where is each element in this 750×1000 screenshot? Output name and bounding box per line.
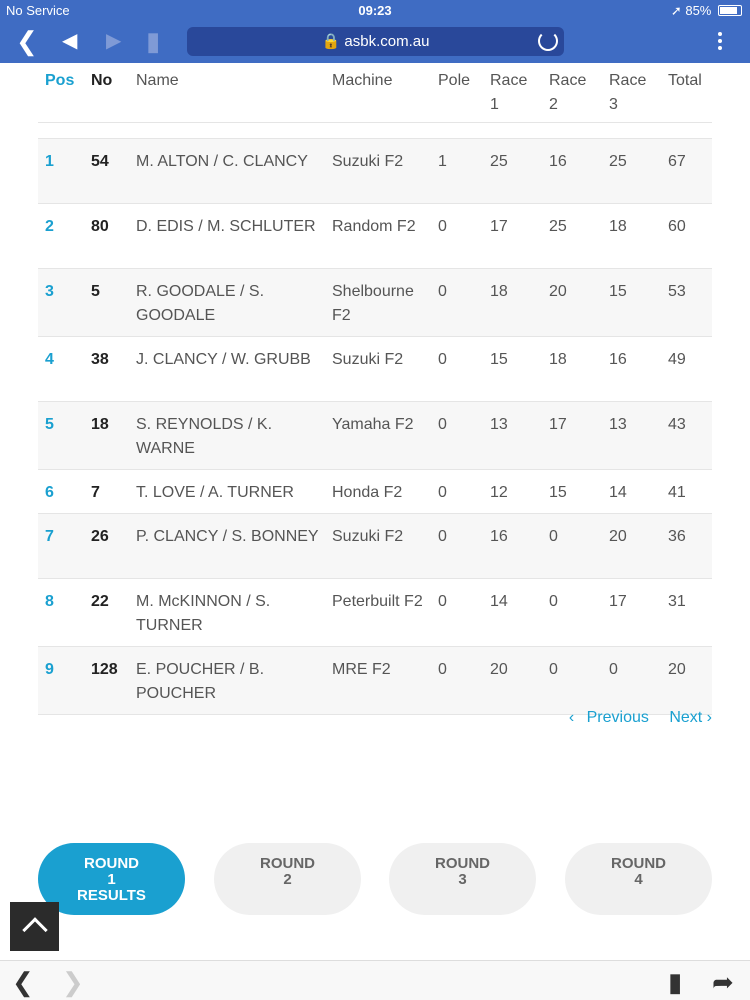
cell-total: 49 [664, 336, 712, 401]
cell-pos: 3 [38, 268, 87, 336]
header-no: No [91, 72, 113, 89]
forward-icon[interactable]: ❯ [62, 967, 84, 997]
table-row [38, 578, 712, 646]
back-icon[interactable]: ❮ [12, 967, 34, 997]
history-forward-icon[interactable]: ▶ [106, 30, 122, 52]
cell-pole: 0 [434, 646, 486, 714]
cell-r1: 18 [486, 268, 545, 336]
cell-no: 18 [87, 401, 132, 469]
cell-r2: 0 [545, 578, 605, 646]
header-race3: Race 3 [609, 72, 647, 113]
scroll-to-top-button[interactable] [10, 902, 59, 951]
previous-link[interactable]: ‹ Previous [568, 709, 649, 726]
cell-total: 60 [664, 203, 712, 268]
cell-pos: 7 [38, 513, 87, 578]
battery-indicator [671, 3, 742, 19]
table-row [38, 401, 712, 469]
cell-total: 43 [664, 401, 712, 469]
cell-machine: Suzuki F2 [328, 513, 434, 578]
cell-r3: 16 [605, 336, 664, 401]
next-link[interactable]: Next › [669, 709, 712, 726]
cell-name: P. CLANCY / S. BONNEY [132, 513, 328, 578]
cell-total: 36 [664, 513, 712, 578]
cell-r1: 13 [486, 401, 545, 469]
cell-total: 20 [664, 646, 712, 714]
cell-pole: 0 [434, 578, 486, 646]
cell-pole: 1 [434, 138, 486, 203]
status-bar [0, 0, 750, 20]
cell-pos: 9 [38, 646, 87, 714]
cell-r2: 20 [545, 268, 605, 336]
cell-machine: Honda F2 [328, 469, 434, 513]
table-header [38, 64, 712, 122]
cell-r1: 25 [486, 138, 545, 203]
header-race2: Race 2 [549, 72, 587, 113]
clock: 09:23 [358, 3, 392, 18]
table-row [38, 138, 712, 203]
cell-name: S. REYNOLDS / K. WARNE [132, 401, 328, 469]
address-bar[interactable] [187, 27, 564, 56]
reload-icon[interactable] [538, 31, 558, 51]
header-race1: Race 1 [490, 72, 528, 113]
round-4-button[interactable]: ROUND 4 [565, 843, 712, 915]
browser-toolbar [0, 20, 750, 63]
cell-no: 7 [87, 469, 132, 513]
cell-no: 5 [87, 268, 132, 336]
cell-r3: 0 [605, 646, 664, 714]
header-machine: Machine [332, 72, 393, 89]
cell-r1: 20 [486, 646, 545, 714]
menu-icon[interactable] [718, 32, 722, 53]
cell-name: E. POUCHER / B. POUCHER [132, 646, 328, 714]
bookmarks-icon[interactable]: ▮ [668, 967, 683, 997]
cell-no: 80 [87, 203, 132, 268]
cell-r1: 14 [486, 578, 545, 646]
round-2-button[interactable]: ROUND 2 [214, 843, 361, 915]
cell-name: M. ALTON / C. CLANCY [132, 138, 328, 203]
table-row [38, 336, 712, 401]
cell-r3: 17 [605, 578, 664, 646]
cell-r2: 16 [545, 138, 605, 203]
cell-no: 22 [87, 578, 132, 646]
cell-pos: 4 [38, 336, 87, 401]
cell-r1: 15 [486, 336, 545, 401]
cell-total: 67 [664, 138, 712, 203]
bookmark-icon[interactable]: ▮ [146, 26, 161, 56]
cell-no: 38 [87, 336, 132, 401]
cell-no: 128 [87, 646, 132, 714]
cell-total: 53 [664, 268, 712, 336]
cell-r3: 25 [605, 138, 664, 203]
round-selector [38, 843, 712, 915]
round-1-results-button[interactable]: ROUND 1 RESULTS [38, 843, 185, 915]
cell-pole: 0 [434, 268, 486, 336]
cell-no: 54 [87, 138, 132, 203]
cell-pole: 0 [434, 336, 486, 401]
table-row [38, 513, 712, 578]
cell-pos: 2 [38, 203, 87, 268]
cell-name: D. EDIS / M. SCHLUTER [132, 203, 328, 268]
history-back-icon[interactable]: ◀ [62, 30, 78, 52]
cell-machine: Peterbuilt F2 [328, 578, 434, 646]
cell-r3: 15 [605, 268, 664, 336]
results-table [38, 64, 712, 715]
cell-pole: 0 [434, 203, 486, 268]
table-row [38, 203, 712, 268]
cell-r3: 20 [605, 513, 664, 578]
cell-machine: Shelbourne F2 [328, 268, 434, 336]
cell-total: 31 [664, 578, 712, 646]
cell-r2: 0 [545, 513, 605, 578]
table-spacer [38, 122, 712, 138]
cell-r1: 17 [486, 203, 545, 268]
cell-machine: Suzuki F2 [328, 336, 434, 401]
table-row [38, 646, 712, 714]
pagination [561, 709, 712, 727]
header-pos: Pos [45, 72, 75, 89]
cell-name: J. CLANCY / W. GRUBB [132, 336, 328, 401]
cell-r1: 12 [486, 469, 545, 513]
share-icon[interactable]: ➦ [712, 967, 734, 997]
cell-pos: 5 [38, 401, 87, 469]
cell-pole: 0 [434, 469, 486, 513]
cell-pos: 1 [38, 138, 87, 203]
browser-bottom-bar [0, 960, 750, 1000]
header-pole: Pole [438, 72, 471, 89]
cell-r2: 17 [545, 401, 605, 469]
header-total: Total [668, 72, 702, 89]
url-text: asbk.com.au [344, 33, 430, 50]
cell-name: T. LOVE / A. TURNER [132, 469, 328, 513]
carrier-label: No Service [6, 3, 70, 18]
lock-icon: 🔒 [321, 33, 341, 50]
table-row [38, 469, 712, 513]
cell-no: 26 [87, 513, 132, 578]
header-name: Name [136, 72, 179, 89]
location-icon: ➚ [670, 3, 682, 18]
cell-total: 41 [664, 469, 712, 513]
cell-name: R. GOODALE / S. GOODALE [132, 268, 328, 336]
back-icon[interactable]: ❮ [16, 26, 38, 56]
battery-icon [718, 5, 742, 16]
cell-r3: 14 [605, 469, 664, 513]
round-3-button[interactable]: ROUND 3 [389, 843, 536, 915]
cell-machine: Random F2 [328, 203, 434, 268]
battery-percent: 85% [685, 3, 712, 18]
cell-r2: 25 [545, 203, 605, 268]
cell-pos: 8 [38, 578, 87, 646]
cell-machine: Yamaha F2 [328, 401, 434, 469]
cell-machine: Suzuki F2 [328, 138, 434, 203]
cell-r3: 13 [605, 401, 664, 469]
cell-r2: 0 [545, 646, 605, 714]
cell-r2: 18 [545, 336, 605, 401]
cell-r3: 18 [605, 203, 664, 268]
cell-r2: 15 [545, 469, 605, 513]
cell-machine: MRE F2 [328, 646, 434, 714]
cell-pole: 0 [434, 401, 486, 469]
table-row [38, 268, 712, 336]
cell-name: M. McKINNON / S. TURNER [132, 578, 328, 646]
cell-r1: 16 [486, 513, 545, 578]
cell-pole: 0 [434, 513, 486, 578]
cell-pos: 6 [38, 469, 87, 513]
